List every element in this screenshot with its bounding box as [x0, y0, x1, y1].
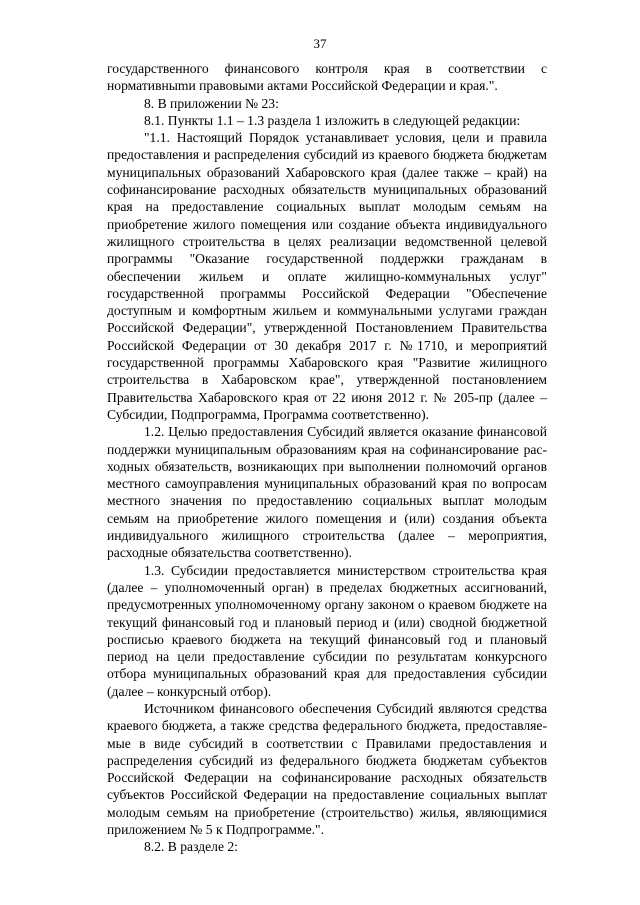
paragraph-clause-1-2: 1.2. Целью предоставления Субсидий является оказание финансовой поддержки муниципальным образованиям края на софинансирование расходных обязательств, возникающих при выполнении полномочий органов местного самоуправления муниципальных образований края по вопросам местного значения по предоставлению социальных выплат молодым семьям на приобретение жилого помещения и (или) создания объекта индивидуального жилищного строительства (далее – мероприятия, расходные обязательства соответственно).	[107, 424, 547, 561]
paragraph-item-8-2: 8.2. В разделе 2:	[144, 839, 238, 855]
paragraph-continuation: государственного финансового контроля края в соответствии с нормативныmи правовыми актами Российской Федерации и края.".	[107, 61, 547, 94]
page-number: 37	[313, 36, 327, 51]
paragraph-item-8-1: 8.1. Пункты 1.1 – 1.3 раздела 1 изложить в следующей редакции:	[144, 112, 521, 128]
paragraph-clause-1-1: "1.1. Настоящий Порядок устанавливает условия, цели и правила предоставления и распределения субсидий из краевого бюджета бюджетам муниципальных образований Хабаровского края (далее также – край) на софинансирование расходных обязательств муниципальных образований края на предоставление социальных выплат молодым семьям на приобретение жилого помещения или создание объекта индивидуального жилищного строительства в целях реализации ведомственной целевой программы "Оказание государственной поддержки гражданам в обеспечении жильем и оплате жилищно-коммунальных услуг" государственной программы Российской Федерации "Обеспечение доступным и комфортным жильем и коммунальными услугами граждан Российской Федерации", утвержденной Постановлением Правительства Российской Федерации от 30 декабря 2017 г. №1710, и мероприятий государственной программы Хабаровского края "Развитие жилищного строительства в Хабаровском крае", утвержденной постановлением Правительства Хабаровского края от 22 июня 2012 г. № 205-пр (далее – Субсидии, Подпрограмма, Программа соответственно).	[107, 130, 547, 422]
document-body	[107, 60, 547, 856]
paragraph-funding-source: Источником финансового обеспечения Субсидий являются средства краевого бюджета, а также средства федерального бюджета, предоставляемые в виде субсидий в соответствии с Правилами предоставления и распределения субсидий из федерального бюджета бюджетам субъектов Российской Федерации на софинансирование расходных обязательств субъектов Российской Федерации на предоставление социальных выплат молодым семьям на приобретение (строительство) жилья, являющимися приложением № 5 к Подпрограмме.".	[107, 700, 547, 838]
paragraph-appendix-23-heading: 8. В приложении № 23:	[144, 95, 279, 111]
paragraph-clause-1-3: 1.3. Субсидии предоставляется министерством строительства края (далее – уполномоченный орган) в пределах бюджетных ассигнований, предусмотренных уполномоченному органу законом о краевом бюджете на текущий финансовый год и плановый период и (или) сводной бюджетной росписью краевого бюджета на текущий финансовый год и плановый период на цели предоставление субсидии по результатам конкурсного отбора муниципальных образований края для предоставления субсидии (далее – конкурсный отбор).	[107, 562, 547, 699]
